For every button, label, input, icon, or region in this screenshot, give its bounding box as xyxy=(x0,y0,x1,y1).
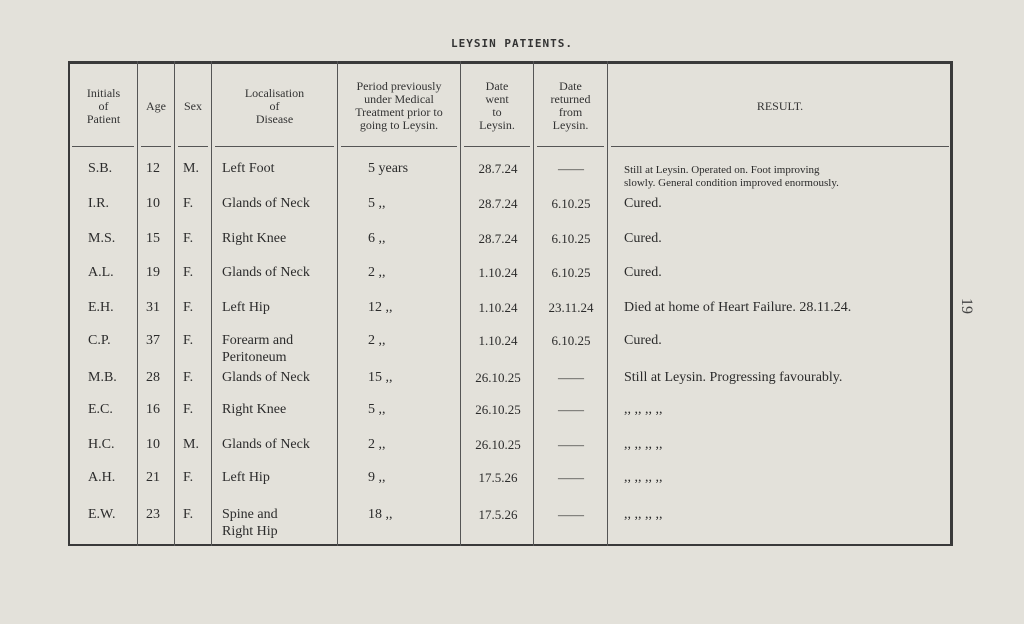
initials-cell: H.C. xyxy=(88,437,115,452)
date-went-cell: 28.7.24 xyxy=(478,231,518,246)
period-cell: 5 years xyxy=(368,161,409,176)
localisation-cell: Glands of Neck xyxy=(222,265,310,280)
date-returned-cell: —— xyxy=(558,370,584,385)
header-date-went: Date went to Leysin. xyxy=(479,79,515,132)
header-rule xyxy=(464,146,530,147)
result-cell: Still at Leysin. Progressing favourably. xyxy=(624,370,843,385)
age-cell: 12 xyxy=(146,161,160,176)
period-cell: 18 ,, xyxy=(368,507,393,522)
header-rule xyxy=(341,146,457,147)
period-cell: 5 ,, xyxy=(368,196,386,211)
header-sex: Sex xyxy=(184,98,202,113)
localisation-cell: Right Knee xyxy=(222,402,287,417)
sex-cell: F. xyxy=(183,470,194,485)
age-cell: 16 xyxy=(146,402,160,417)
date-returned-cell: —— xyxy=(558,437,584,452)
period-cell: 12 ,, xyxy=(368,300,393,315)
header-rule xyxy=(141,146,171,147)
age-cell: 10 xyxy=(146,196,160,211)
age-cell: 31 xyxy=(146,300,160,315)
result-cell: ,, ,, ,, ,, xyxy=(624,507,663,522)
sex-cell: F. xyxy=(183,402,194,417)
sex-cell: F. xyxy=(183,231,194,246)
result-cell: Cured. xyxy=(624,196,662,211)
period-cell: 15 ,, xyxy=(368,370,393,385)
date-returned-cell: 6.10.25 xyxy=(551,231,591,246)
sex-cell: F. xyxy=(183,196,194,211)
header-result: RESULT. xyxy=(756,98,804,113)
date-returned-cell: 6.10.25 xyxy=(551,196,591,211)
date-went-cell: 1.10.24 xyxy=(478,265,518,280)
header-rule xyxy=(215,146,334,147)
date-returned-cell: 23.11.24 xyxy=(548,300,594,315)
date-returned-cell: 6.10.25 xyxy=(551,265,591,280)
period-cell: 2 ,, xyxy=(368,333,386,348)
sex-cell: F. xyxy=(183,333,194,348)
initials-cell: E.H. xyxy=(88,300,114,315)
age-cell: 15 xyxy=(146,231,160,246)
header-period: Period previously under Medical Treatment prior to going to Leysin. xyxy=(355,79,443,132)
result-cell: ,, ,, ,, ,, xyxy=(624,437,663,452)
age-cell: 23 xyxy=(146,507,160,522)
initials-cell: M.S. xyxy=(88,231,116,246)
localisation-cell: Forearm and Peritoneum xyxy=(222,333,294,365)
page-number: 19 xyxy=(958,298,975,314)
header-localisation: Localisation of Disease xyxy=(244,85,305,126)
header-rule xyxy=(72,146,134,147)
date-went-cell: 26.10.25 xyxy=(475,370,521,385)
localisation-cell: Left Hip xyxy=(222,470,270,485)
localisation-cell: Glands of Neck xyxy=(222,370,310,385)
sex-cell: F. xyxy=(183,507,194,522)
header-rule xyxy=(611,146,949,147)
header-rule xyxy=(537,146,604,147)
period-cell: 5 ,, xyxy=(368,402,386,417)
header-initials: Initials of Patient xyxy=(86,85,121,126)
age-cell: 37 xyxy=(146,333,160,348)
result-cell: ,, ,, ,, ,, xyxy=(624,470,663,485)
page-title: LEYSIN PATIENTS. xyxy=(451,37,573,50)
header-rule xyxy=(178,146,208,147)
localisation-cell: Left Hip xyxy=(222,300,270,315)
initials-cell: C.P. xyxy=(88,333,111,348)
date-went-cell: 28.7.24 xyxy=(478,161,518,176)
date-went-cell: 28.7.24 xyxy=(478,196,518,211)
date-went-cell: 17.5.26 xyxy=(478,470,518,485)
sex-cell: F. xyxy=(183,265,194,280)
date-returned-cell: —— xyxy=(558,402,584,417)
result-cell: Cured. xyxy=(624,333,662,348)
date-returned-cell: —— xyxy=(558,507,584,522)
result-cell: Cured. xyxy=(624,265,662,280)
result-cell: ,, ,, ,, ,, xyxy=(624,402,663,417)
period-cell: 6 ,, xyxy=(368,231,386,246)
sex-cell: F. xyxy=(183,370,194,385)
period-cell: 2 ,, xyxy=(368,437,386,452)
date-went-cell: 1.10.24 xyxy=(478,333,518,348)
result-cell: Still at Leysin. Operated on. Foot improving slowly. General condition improved enormously. xyxy=(624,164,839,189)
initials-cell: A.L. xyxy=(88,265,114,280)
age-cell: 28 xyxy=(146,370,160,385)
header-age: Age xyxy=(146,98,166,113)
initials-cell: E.C. xyxy=(88,402,113,417)
localisation-cell: Glands of Neck xyxy=(222,196,310,211)
age-cell: 19 xyxy=(146,265,160,280)
date-returned-cell: —— xyxy=(558,161,584,176)
localisation-cell: Right Knee xyxy=(222,231,287,246)
initials-cell: M.B. xyxy=(88,370,117,385)
localisation-cell: Glands of Neck xyxy=(222,437,310,452)
localisation-cell: Left Foot xyxy=(222,161,275,176)
result-cell: Died at home of Heart Failure. 28.11.24. xyxy=(624,300,852,315)
age-cell: 10 xyxy=(146,437,160,452)
initials-cell: A.H. xyxy=(88,470,116,485)
period-cell: 2 ,, xyxy=(368,265,386,280)
sex-cell: M. xyxy=(183,437,199,452)
date-went-cell: 1.10.24 xyxy=(478,300,518,315)
sex-cell: F. xyxy=(183,300,194,315)
sex-cell: M. xyxy=(183,161,199,176)
period-cell: 9 ,, xyxy=(368,470,386,485)
date-went-cell: 26.10.25 xyxy=(475,437,521,452)
date-went-cell: 17.5.26 xyxy=(478,507,518,522)
header-date-returned: Date returned from Leysin. xyxy=(550,79,591,132)
date-returned-cell: 6.10.25 xyxy=(551,333,591,348)
localisation-cell: Spine and Right Hip xyxy=(222,507,278,539)
initials-cell: E.W. xyxy=(88,507,116,522)
initials-cell: S.B. xyxy=(88,161,113,176)
result-cell: Cured. xyxy=(624,231,662,246)
age-cell: 21 xyxy=(146,470,160,485)
date-went-cell: 26.10.25 xyxy=(475,402,521,417)
initials-cell: I.R. xyxy=(88,196,109,211)
date-returned-cell: —— xyxy=(558,470,584,485)
